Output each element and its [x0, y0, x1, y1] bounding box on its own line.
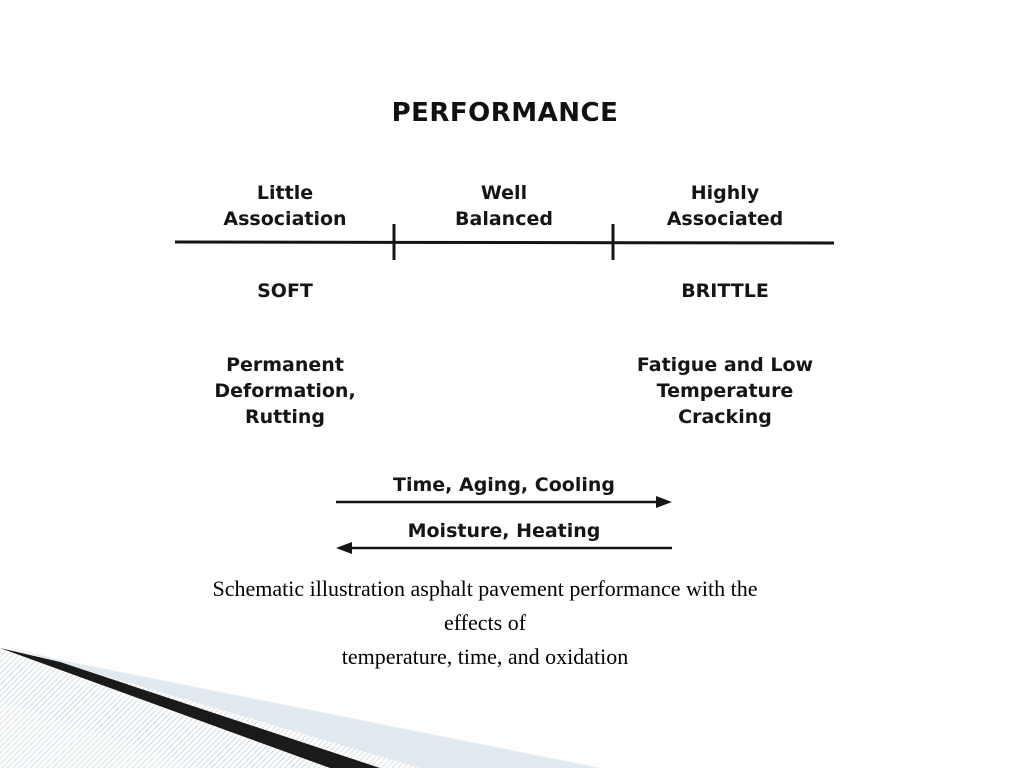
- state-brittle: BRITTLE: [681, 280, 769, 302]
- failure-mode-cracking: Fatigue and Low Temperature Cracking: [636, 354, 814, 428]
- figure-caption: [100, 572, 870, 674]
- diagram-title: PERFORMANCE: [391, 98, 619, 128]
- state-soft: SOFT: [257, 280, 313, 302]
- scale-label-highly-associated: Highly Associated: [666, 182, 784, 230]
- scale-label-little-association: Little Association: [223, 182, 347, 230]
- failure-mode-rutting: Permanent Deformation, Rutting: [214, 354, 356, 428]
- arrow-backward-label: Moisture, Heating: [407, 520, 601, 542]
- performance-scale-line: [175, 242, 834, 243]
- scale-label-well-balanced: Well Balanced: [455, 182, 553, 230]
- caption-line-3: temperature, time, and oxidation: [341, 644, 629, 669]
- arrow-forward-label: Time, Aging, Cooling: [393, 474, 615, 496]
- caption-line-1: Schematic illustration asphalt pavement performance with the: [212, 576, 758, 601]
- caption-line-2: effects of: [443, 610, 527, 635]
